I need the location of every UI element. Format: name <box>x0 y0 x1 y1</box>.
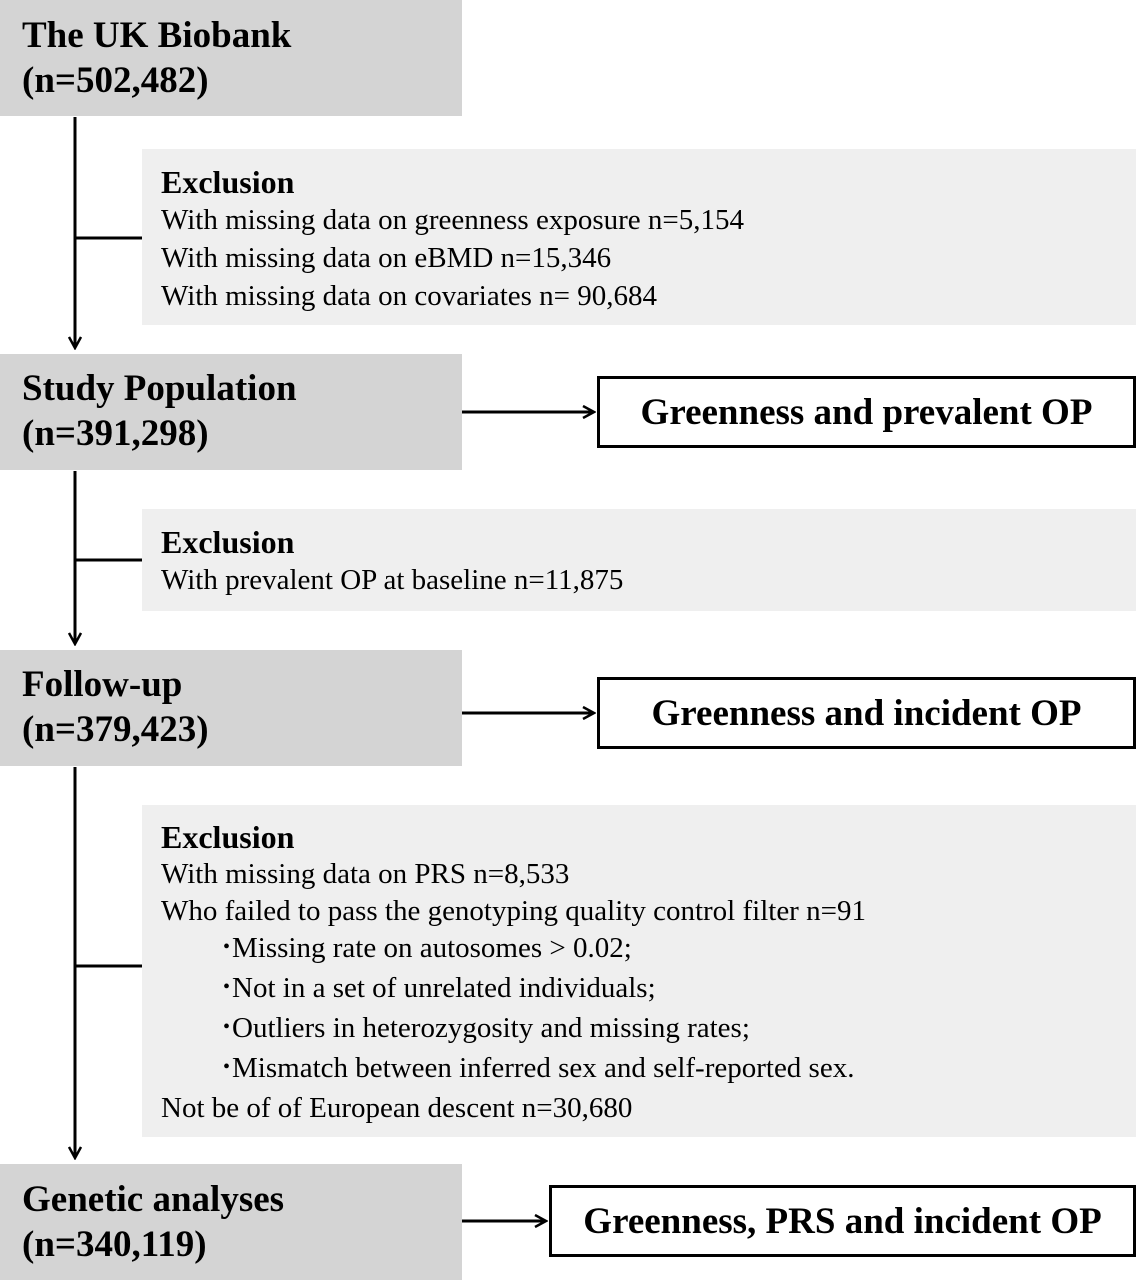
exclusion-item: Who failed to pass the genotyping quality control filter n=91 <box>161 895 866 927</box>
qc-criterion-text: Missing rate on autosomes > 0.02; <box>232 932 632 964</box>
qc-criterion <box>161 1050 1136 1090</box>
stage-title: Follow-up <box>22 664 183 705</box>
stage-title: The UK Biobank <box>22 15 292 56</box>
outcome-box-prs: Greenness, PRS and incident OP <box>549 1185 1136 1257</box>
outcome-box-incident: Greenness and incident OP <box>597 677 1136 749</box>
exclusion-box-2 <box>142 509 1136 611</box>
exclusion-box-1 <box>142 149 1136 325</box>
exclusion-item: With prevalent OP at baseline n=11,875 <box>161 564 624 596</box>
qc-criterion <box>161 970 1136 1010</box>
exclusion-heading: Exclusion <box>161 164 295 200</box>
exclusion-item: With missing data on covariates n= 90,684 <box>161 280 658 312</box>
stage-uk-biobank <box>0 0 462 116</box>
bullet-icon: • <box>223 936 231 958</box>
exclusion-box-3 <box>142 805 1136 1137</box>
stage-count: (n=391,298) <box>22 413 209 454</box>
qc-criterion-text: Outliers in heterozygosity and missing rates; <box>232 1012 750 1044</box>
exclusion-heading: Exclusion <box>161 524 295 560</box>
qc-criterion-text: Not in a set of unrelated individuals; <box>232 972 656 1004</box>
stage-study-population <box>0 354 462 470</box>
outcome-box-prevalent: Greenness and prevalent OP <box>597 376 1136 448</box>
qc-criterion-text: Mismatch between inferred sex and self-reported sex. <box>232 1052 855 1084</box>
exclusion-item: With missing data on eBMD n=15,346 <box>161 242 612 274</box>
stage-count: (n=379,423) <box>22 709 209 750</box>
stage-follow-up <box>0 650 462 766</box>
qc-criterion <box>161 1010 1136 1050</box>
bullet-icon: • <box>223 976 231 998</box>
exclusion-item: With missing data on greenness exposure n=5,154 <box>161 204 745 236</box>
bullet-icon: • <box>223 1016 231 1038</box>
bullet-icon: • <box>223 1056 231 1078</box>
stage-count: (n=502,482) <box>22 60 209 101</box>
qc-criterion <box>161 930 1136 970</box>
exclusion-item: With missing data on PRS n=8,533 <box>161 858 570 890</box>
stage-count: (n=340,119) <box>22 1224 207 1265</box>
exclusion-heading: Exclusion <box>161 819 295 855</box>
exclusion-item: Not be of of European descent n=30,680 <box>161 1092 633 1124</box>
stage-title: Genetic analyses <box>22 1179 285 1220</box>
stage-genetic-analyses <box>0 1164 462 1280</box>
stage-title: Study Population <box>22 368 297 409</box>
